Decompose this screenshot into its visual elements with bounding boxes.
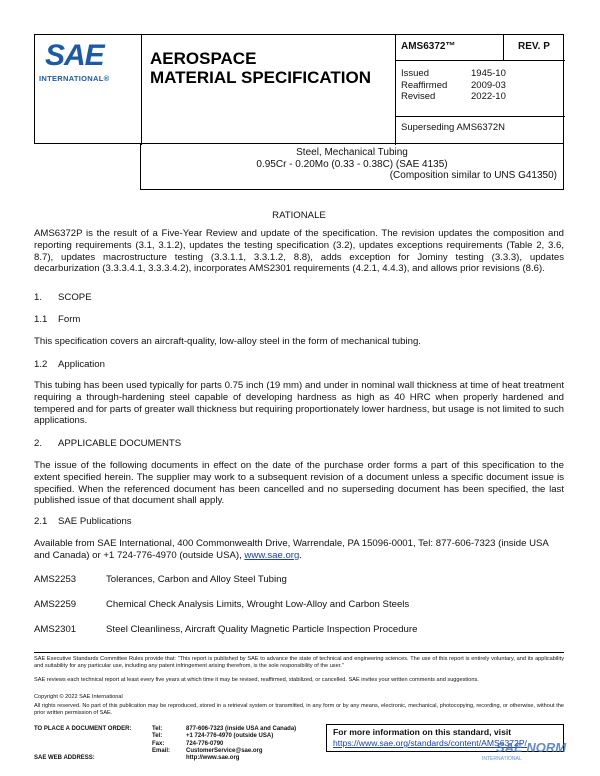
section-1-1-heading (34, 314, 80, 325)
section-1-1-text: This specification covers an aircraft-quality, low-alloy steel in the form of mechanical tubing. (34, 336, 421, 347)
watermark-logo (478, 740, 568, 770)
reference-title: Steel Cleanliness, Aircraft Quality Magnetic Particle Inspection Procedure (106, 624, 418, 635)
order-label: TO PLACE A DOCUMENT ORDER: (34, 726, 132, 732)
logo-cell (35, 35, 141, 145)
web-label: SAE WEB ADDRESS: (34, 755, 95, 762)
date-label: Revised (401, 91, 436, 102)
section-2-heading (34, 438, 181, 449)
section-2-text: The issue of the following documents in effect on the date of the purchase order forms a part of this specification to the extent specified herein. The supplier may work to a subsequent revision of a document unless a specific document issue is specified. When the referenced document has been cancelled and no superseding document has been specified, the last published issue of that document shall apply. (34, 460, 564, 507)
rationale-text: AMS6372P is the result of a Five-Year Review and update of the specification. The revision updates the composition and reporting requirements (3.1, 3.1.2), updates the testing specification (3.2), updates exceptions requirements (Table 2, 3.6, 8.7), updates macrostructure testing (3.3.1.1, 3.3.1.2, 8.8), adds exception for Jominy testing (3.3.3), updates decarburization (3.3.3.4.1, 3.3.3.4.2), incorporates AMS2301 requirements (4.2.1, 4.4.3), and allows prior revisions (8.6). (34, 228, 564, 275)
section-title: SCOPE (58, 292, 92, 303)
doc-info-cell (395, 35, 564, 145)
section-title: APPLICABLE DOCUMENTS (58, 438, 182, 449)
contact-value: +1 724-776-4970 (outside USA) (186, 733, 274, 740)
more-info-text: For more information on this standard, visit (333, 727, 512, 737)
doc-number: AMS6372™ (396, 35, 504, 61)
rationale-heading: RATIONALE (272, 210, 326, 221)
reference-title: Chemical Check Analysis Limits, Wrought Low-Alloy and Carbon Steels (106, 599, 410, 610)
date-list (401, 68, 541, 103)
reference-code: AMS2301 (34, 624, 77, 635)
contact-value: CustomerService@sae.org (186, 747, 263, 754)
date-row-reaffirmed (401, 80, 541, 92)
section-1-heading (34, 292, 92, 303)
contact-row (34, 733, 296, 740)
contact-value: 877-606-7323 (inside USA and Canada) (186, 726, 297, 732)
title-line-1: AEROSPACE (150, 49, 257, 68)
subtitle-line-1: Steel, Mechanical Tubing (296, 147, 408, 158)
section-title: Application (58, 359, 105, 370)
section-1-2-text: This tubing has been used typically for parts 0.75 inch (19 mm) and under in nominal wall thickness at time of heat treatment requiring a through-hardening steel capable of developing hardness as high as 40 HRC when properly hardened and tempered and for parts of greater wall thickness but requiring proportionately lower hardness, but usage is not limited to such applications. (34, 380, 564, 427)
section-2-1-heading (34, 516, 132, 527)
superseding-note: Superseding AMS6372N (396, 116, 565, 145)
title-cell (141, 35, 395, 145)
reference-code: AMS2259 (34, 599, 77, 610)
section-number: 2.1 (34, 516, 48, 527)
contact-key: Email: (152, 747, 171, 754)
section-1-2-heading (34, 359, 105, 370)
section-number: 1.1 (34, 314, 48, 325)
spec-title (150, 49, 371, 87)
subtitle-line-3: (Composition similar to UNS G41350) (389, 170, 557, 181)
watermark-subtext: INTERNATIONAL (482, 756, 522, 762)
footer-copyright: Copyright © 2022 SAE International (34, 694, 123, 700)
reference-row (34, 574, 287, 585)
section-title: Form (58, 314, 81, 325)
date-row-revised (401, 91, 541, 103)
section-number: 2. (34, 438, 43, 449)
contact-key: Tel: (152, 726, 163, 732)
sae-address-text: Available from SAE International, 400 Commonwealth Drive, Warrendale, PA 15096-0001, Tel: 877-606-7323 (inside USA and Canada) or +1 724-776-4970 (outside USA), (34, 538, 549, 561)
section-number: 1.2 (34, 359, 48, 370)
material-subtitle (140, 144, 564, 190)
contact-row (34, 748, 296, 755)
contact-value: 724-776-0790 (186, 740, 224, 747)
subtitle-line-2: 0.95Cr - 0.20Mo (0.33 - 0.38C) (SAE 4135) (256, 158, 448, 170)
contact-key: Tel: (152, 733, 163, 740)
sae-website-link[interactable]: www.sae.org (244, 549, 300, 561)
contact-key: Fax: (152, 740, 165, 747)
sentence-end: . (299, 549, 302, 561)
date-label: Reaffirmed (401, 79, 448, 91)
section-2-1-text (34, 538, 564, 562)
footer-review-note: SAE reviews each technical report at least every five years at which time it may be revised, reaffirmed, stabilized, or cancelled. SAE invites your written comments and suggestions. (34, 677, 479, 683)
date-label: Issued (401, 68, 429, 79)
date-value: 1945-10 (471, 68, 506, 79)
title-line-2: MATERIAL SPECIFICATION (150, 68, 371, 87)
standard-page-link[interactable]: https://www.sae.org/standards/content/AMS6372P/ (333, 738, 527, 748)
date-value: 2009-03 (471, 79, 506, 91)
logo-subtext: INTERNATIONAL® (39, 74, 110, 83)
footer-divider (34, 652, 564, 653)
watermark-text: SAE NORM (496, 740, 567, 755)
revision-label: REV. P (504, 35, 565, 61)
section-number: 1. (34, 292, 43, 303)
reference-title: Tolerances, Carbon and Alloy Steel Tubing (106, 574, 287, 585)
document-header (34, 34, 564, 144)
order-contacts (34, 726, 296, 762)
footer-disclaimer: SAE Executive Standards Committee Rules provide that: “This report is published by SAE to advance the state of technical and engineering sciences. The use of this report is entirely voluntary, and its applicability and suitability for any particular use, including any patent infringement arising therefrom, is the sole responsibility of the user.” (34, 656, 564, 669)
footer-rights: All rights reserved. No part of this publication may be reproduced, stored in a retrieval system or transmitted, in any form or by any means, electronic, mechanical, photocopying, recording, or otherwise, without the prior written permission of SAE. (34, 703, 564, 716)
section-title: SAE Publications (58, 516, 132, 527)
contact-row (34, 755, 296, 762)
reference-row (34, 624, 417, 635)
contact-row (34, 741, 296, 748)
sae-logo: SAE (45, 39, 104, 72)
contact-row (34, 726, 296, 733)
reference-code: AMS2253 (34, 574, 77, 585)
web-address: http://www.sae.org (186, 755, 240, 762)
reference-row (34, 599, 409, 610)
date-value: 2022-10 (471, 91, 506, 102)
date-row-issued (401, 68, 541, 80)
